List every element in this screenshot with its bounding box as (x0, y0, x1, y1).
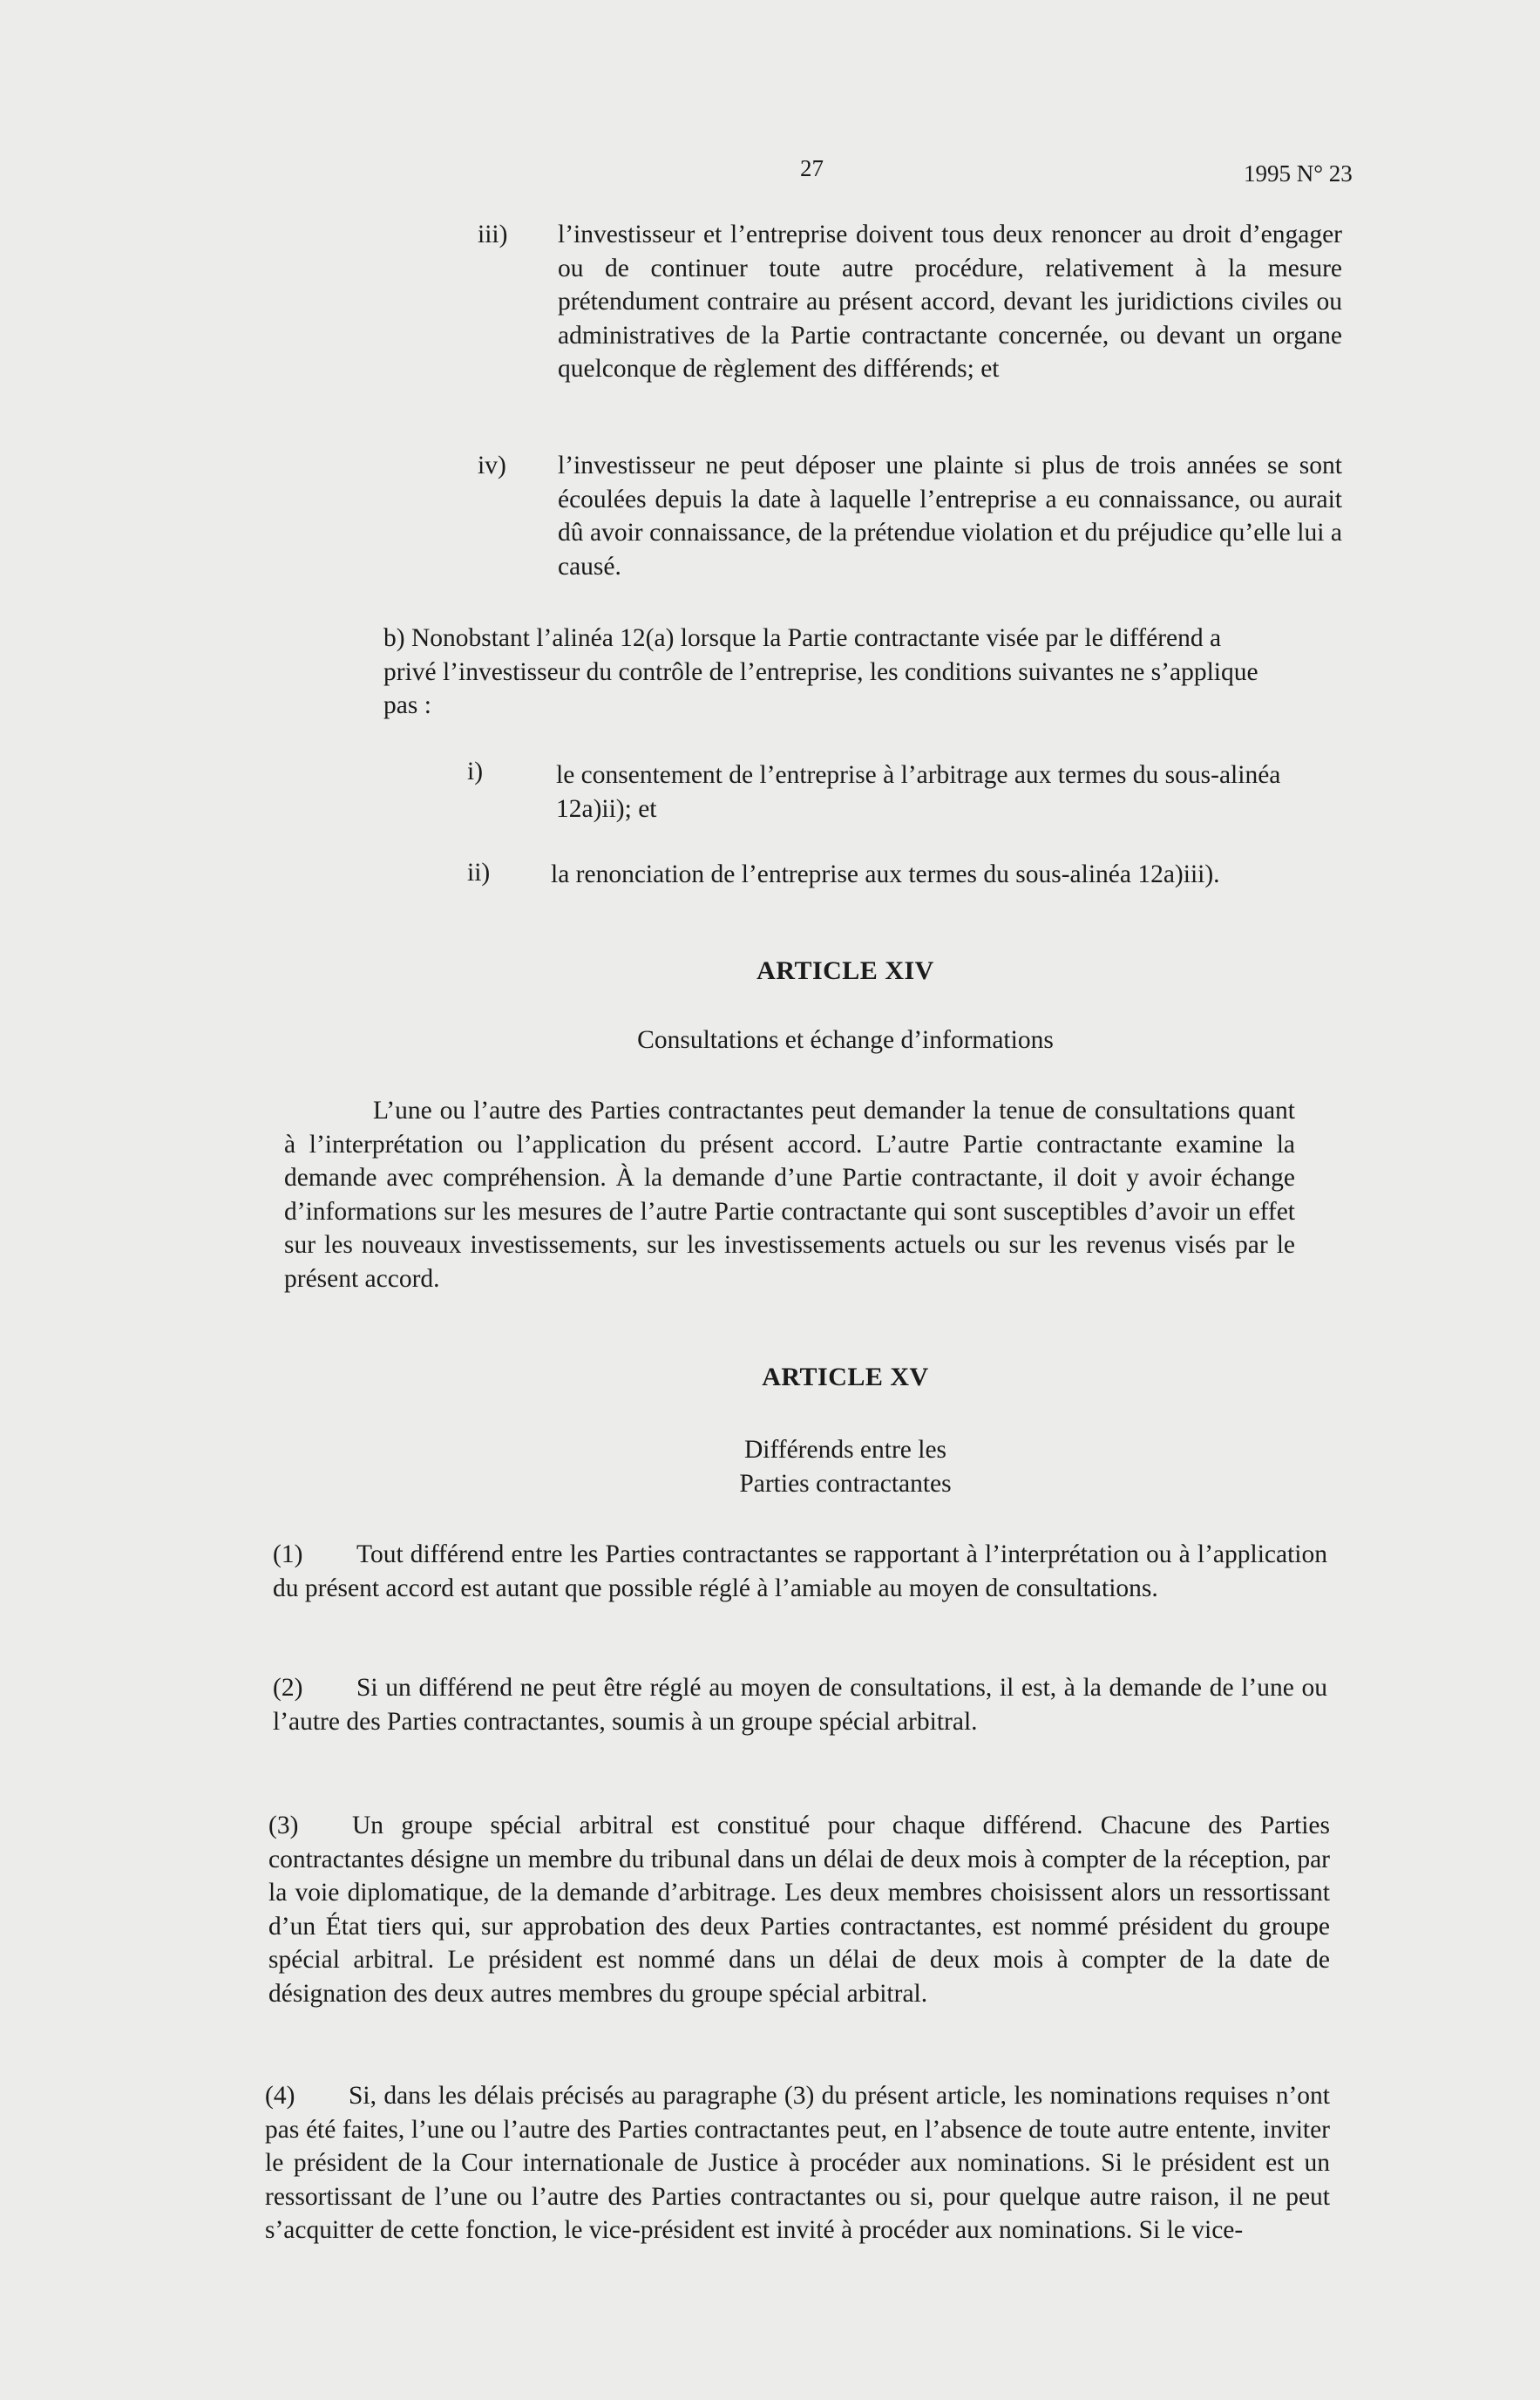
paragraph-number: (1) (273, 1540, 303, 1568)
article-xiv-text (284, 1094, 1295, 1295)
article-xiv-heading: ARTICLE XIV (756, 956, 934, 985)
article-xv-paragraph-1 (273, 1538, 1327, 1605)
article-xv-heading: ARTICLE XV (762, 1363, 929, 1391)
paragraph-text: Si un différend ne peut être réglé au moyen de consultations, il est, à la demande de l’une ou l’autre des Parties contractantes, soumis à un groupe spécial arbitral. (273, 1674, 1327, 1736)
paragraph-number: (3) (268, 1812, 299, 1839)
item-b-ii-label: ii) (467, 859, 491, 887)
article-xv-paragraph-4 (265, 2079, 1330, 2247)
article-xv-subheading-line2: Parties contractantes (739, 1470, 952, 1498)
article-xv-paragraph-2 (273, 1671, 1327, 1738)
article-xiv-body: L’une ou l’autre des Parties contractantes peut demander la tenue de consultations quant à l’interprétation ou l’application du présent accord. L’autre Partie contractante examine la demande avec compréhension. À la demande d’une Partie contractante, il doit y avoir échange d’informations sur les mesures de l’autre Partie contractante qui sont susceptibles d’avoir un effet sur les nouveaux investissements, sur les investissements actuels ou sur les revenus visés par le présent accord. (284, 1097, 1295, 1293)
paragraph-text: Tout différend entre les Parties contractantes se rapportant à l’interprétation ou à l’application du présent accord est autant que possible réglé à l’amiable au moyen de consultations. (273, 1540, 1327, 1602)
paragraph-text: Si, dans les délais précisés au paragraphe (3) du présent article, les nominations requises n’ont pas été faites, l’une ou l’autre des Parties contractantes peut, en l’absence de toute autre entente, inviter le président de la Cour internationale de Justice à procéder aux nominations. Si le président est un ressortissant de l’une ou l’autre des Parties contractantes ou si, pour quelque autre raison, il ne peut s’acquitter de cette fonction, le vice-président est invité à procéder aux nominations. Si le vice- (265, 2082, 1330, 2244)
item-iii-label: iii) (478, 221, 508, 248)
item-iv-label: iv) (478, 452, 506, 479)
item-b-i-label: i) (467, 758, 484, 785)
item-b-ii-text: la renonciation de l’entreprise aux termes du sous-alinéa 12a)iii). (551, 860, 1220, 888)
paragraph-number: (2) (273, 1674, 303, 1702)
item-b-i-text: le consentement de l’entreprise à l’arbitrage aux termes du sous-alinéa 12a)ii); et (556, 761, 1281, 823)
article-xv-paragraph-3 (268, 1809, 1330, 2010)
paragraph-text: Un groupe spécial arbitral est constitué pour chaque différend. Chacune des Parties contractantes désigne un membre du tribunal dans un délai de deux mois à compter de la réception, par la voie diplomatique, de la demande d’arbitrage. Les deux membres choisissent alors un ressortissant d’un État tiers qui, sur approbation des deux Parties contractantes, est nommé président du groupe spécial arbitral. Le président est nommé dans un délai de deux mois à compter de la date de désignation des deux autres membres du groupe spécial arbitral. (268, 1812, 1330, 2008)
item-iii-text: l’investisseur et l’entreprise doivent tous deux renoncer au droit d’engager ou de continuer toute autre procédure, relativement à la mesure prétendument contraire au présent accord, devant les juridictions civiles ou administratives de la Partie contractante concernée, ou devant un organe quelconque de règlement des différends; et (558, 221, 1342, 383)
paragraph-number: (4) (265, 2082, 295, 2110)
page-number: 27 (800, 155, 824, 181)
document-reference: 1995 N° 23 (1244, 160, 1353, 187)
article-xiv-subheading: Consultations et échange d’informations (637, 1026, 1054, 1054)
article-xv-subheading-line1: Différends entre les (743, 1436, 947, 1464)
paragraph-b: b) Nonobstant l’alinéa 12(a) lorsque la Partie contractante visée par le différend a privé l’investisseur du contrôle de l’entreprise, les conditions suivantes ne s’applique pas : (383, 624, 1258, 719)
item-iv-text: l’investisseur ne peut déposer une plainte si plus de trois années se sont écoulées depuis la date à laquelle l’entreprise a eu connaissance, ou aurait dû avoir connaissance, de la prétendue violation et du préjudice qu’elle lui a causé. (558, 452, 1342, 581)
